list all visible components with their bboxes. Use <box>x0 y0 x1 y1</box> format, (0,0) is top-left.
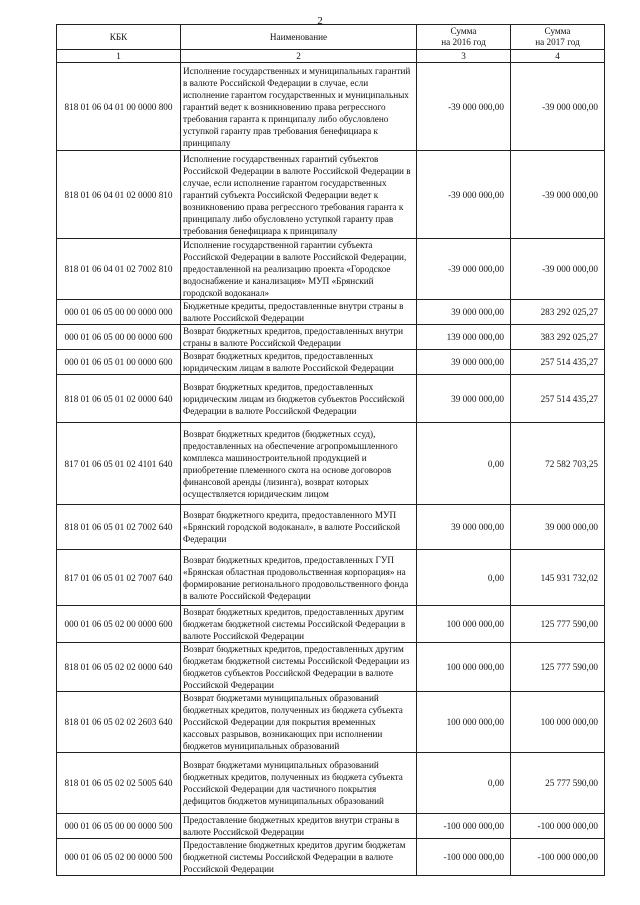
table-row <box>57 753 605 814</box>
sum-2016: 0,00 <box>417 550 511 606</box>
kbk-code: 818 01 06 05 02 02 2603 640 <box>57 692 181 753</box>
table-row <box>57 814 605 839</box>
sum-2016: -39 000 000,00 <box>417 63 511 151</box>
column-index-row <box>57 50 605 63</box>
table-row <box>57 423 605 505</box>
row-name: Возврат бюджетных кредитов, предоставленных ГУП «Брянская областная продовольственная корпорация» на формирование регионального продовольственного фонда в валюте Российской Федерации <box>181 550 417 606</box>
header-kbk: КБК <box>57 25 181 50</box>
table-row <box>57 692 605 753</box>
column-index: 4 <box>511 50 605 63</box>
column-index: 1 <box>57 50 181 63</box>
kbk-code: 818 01 06 04 01 02 0000 810 <box>57 151 181 239</box>
row-name: Возврат бюджетных кредитов, предоставленных юридическим лицам из бюджетов субъектов Российской Федерации в валюте Российской Федерации <box>181 375 417 423</box>
table-row <box>57 550 605 606</box>
sum-2016: 100 000 000,00 <box>417 692 511 753</box>
kbk-code: 818 01 06 05 02 02 0000 640 <box>57 643 181 692</box>
table-row <box>57 239 605 300</box>
kbk-code: 000 01 06 05 00 00 0000 600 <box>57 325 181 350</box>
kbk-code: 818 01 06 05 02 02 5005 640 <box>57 753 181 814</box>
kbk-code: 818 01 06 04 01 02 7002 810 <box>57 239 181 300</box>
sum-2016: -39 000 000,00 <box>417 239 511 300</box>
sum-2016: 39 000 000,00 <box>417 505 511 550</box>
kbk-code: 818 01 06 05 01 02 0000 640 <box>57 375 181 423</box>
kbk-code: 000 01 06 05 02 00 0000 500 <box>57 839 181 876</box>
sum-2017: 257 514 435,27 <box>511 350 605 375</box>
kbk-code: 000 01 06 05 00 00 0000 000 <box>57 300 181 325</box>
row-name: Исполнение государственной гарантии субъекта Российской Федерации в валюте Российской Федерации, предоставленной на реализацию проекта «Городское водоснабжение и канализация» МУП «Брянский городской водоканал» <box>181 239 417 300</box>
sum-2017: 125 777 590,00 <box>511 606 605 643</box>
kbk-code: 818 01 06 04 01 00 0000 800 <box>57 63 181 151</box>
sum-2017: -100 000 000,00 <box>511 814 605 839</box>
sum-2016: -100 000 000,00 <box>417 839 511 876</box>
sum-2017: 283 292 025,27 <box>511 300 605 325</box>
sum-2017: -39 000 000,00 <box>511 239 605 300</box>
table-header-row <box>57 25 605 50</box>
sum-2017: 257 514 435,27 <box>511 375 605 423</box>
sum-2017: 25 777 590,00 <box>511 753 605 814</box>
sum-2017: 100 000 000,00 <box>511 692 605 753</box>
sum-2016: 0,00 <box>417 423 511 505</box>
sum-2016: 39 000 000,00 <box>417 350 511 375</box>
table-row <box>57 350 605 375</box>
sum-2017: -39 000 000,00 <box>511 151 605 239</box>
row-name: Исполнение государственных и муниципальных гарантий в валюте Российской Федерации в случае, если исполнение гарантом государственных и муниципальных гарантий ведет к возникновению права регрессного требования гаранта к принципалу либо обусловлено уступкой гаранту прав требования бенефициара к принципалу <box>181 63 417 151</box>
budget-table <box>56 24 605 876</box>
sum-2017: 383 292 025,27 <box>511 325 605 350</box>
table-row <box>57 375 605 423</box>
column-index: 2 <box>181 50 417 63</box>
kbk-code: 000 01 06 05 01 00 0000 600 <box>57 350 181 375</box>
row-name: Возврат бюджетного кредита, предоставленного МУП «Брянский городской водоканал», в валюте Российской Федерации <box>181 505 417 550</box>
sum-2017: 145 931 732,02 <box>511 550 605 606</box>
kbk-code: 818 01 06 05 01 02 7002 640 <box>57 505 181 550</box>
table-row <box>57 325 605 350</box>
sum-2017: 125 777 590,00 <box>511 643 605 692</box>
table-row <box>57 300 605 325</box>
row-name: Исполнение государственных гарантий субъектов Российской Федерации в валюте Российской Федерации в случае, если исполнение гарантом государственных гарантий субъекта Российской Федерации ведет к возникновению права регрессного требования гаранта к принципалу либо обусловлено уступкой гаранту прав требования бенефициара к принципалу <box>181 151 417 239</box>
kbk-code: 000 01 06 05 02 00 0000 600 <box>57 606 181 643</box>
sum-2017: -100 000 000,00 <box>511 839 605 876</box>
sum-2016: 0,00 <box>417 753 511 814</box>
table-row <box>57 643 605 692</box>
sum-2016: -39 000 000,00 <box>417 151 511 239</box>
table-row <box>57 839 605 876</box>
sum-2016: 100 000 000,00 <box>417 606 511 643</box>
row-name: Возврат бюджетных кредитов (бюджетных ссуд), предоставленных на обеспечение агропромышленного комплекса машиностроительной продукцией и приобретение племенного скота на основе договоров финансовой аренды (лизинга), возврат которых осуществляется юридическим лицом <box>181 423 417 505</box>
sum-2017: 39 000 000,00 <box>511 505 605 550</box>
header-name: Наименование <box>181 25 417 50</box>
column-index: 3 <box>417 50 511 63</box>
table-row <box>57 63 605 151</box>
row-name: Возврат бюджетами муниципальных образований бюджетных кредитов, полученных из бюджета субъекта Российской Федерации для покрытия временных кассовых разрывов, возникающих при исполнении бюджетов муниципальных образований <box>181 692 417 753</box>
page-number: 2 <box>317 15 323 27</box>
row-name: Возврат бюджетами муниципальных образований бюджетных кредитов, полученных из бюджета субъекта Российской Федерации для частичного покрытия дефицитов бюджетов муниципальных образований <box>181 753 417 814</box>
kbk-code: 817 01 06 05 01 02 7007 640 <box>57 550 181 606</box>
sum-2016: -100 000 000,00 <box>417 814 511 839</box>
row-name: Предоставление бюджетных кредитов внутри страны в валюте Российской Федерации <box>181 814 417 839</box>
table-row <box>57 505 605 550</box>
kbk-code: 817 01 06 05 01 02 4101 640 <box>57 423 181 505</box>
row-name: Возврат бюджетных кредитов, предоставленных юридическим лицам в валюте Российской Федерации <box>181 350 417 375</box>
row-name: Предоставление бюджетных кредитов другим бюджетам бюджетной системы Российской Федерации в валюте Российской Федерации <box>181 839 417 876</box>
sum-2016: 39 000 000,00 <box>417 375 511 423</box>
row-name: Возврат бюджетных кредитов, предоставленных другим бюджетам бюджетной системы Российской Федерации в валюте Российской Федерации <box>181 606 417 643</box>
sum-2017: -39 000 000,00 <box>511 63 605 151</box>
sum-2016: 100 000 000,00 <box>417 643 511 692</box>
header-sum-2016: Сумма на 2016 год <box>417 25 511 50</box>
table-row <box>57 606 605 643</box>
kbk-code: 000 01 06 05 00 00 0000 500 <box>57 814 181 839</box>
row-name: Возврат бюджетных кредитов, предоставленных внутри страны в валюте Российской Федерации <box>181 325 417 350</box>
table-row <box>57 151 605 239</box>
sum-2016: 39 000 000,00 <box>417 300 511 325</box>
sum-2016: 139 000 000,00 <box>417 325 511 350</box>
row-name: Возврат бюджетных кредитов, предоставленных другим бюджетам бюджетной системы Российской Федерации из бюджетов субъектов Российской Федерации в валюте Российской Федерации <box>181 643 417 692</box>
sum-2017: 72 582 703,25 <box>511 423 605 505</box>
header-sum-2017: Сумма на 2017 год <box>511 25 605 50</box>
row-name: Бюджетные кредиты, предоставленные внутри страны в валюте Российской Федерации <box>181 300 417 325</box>
